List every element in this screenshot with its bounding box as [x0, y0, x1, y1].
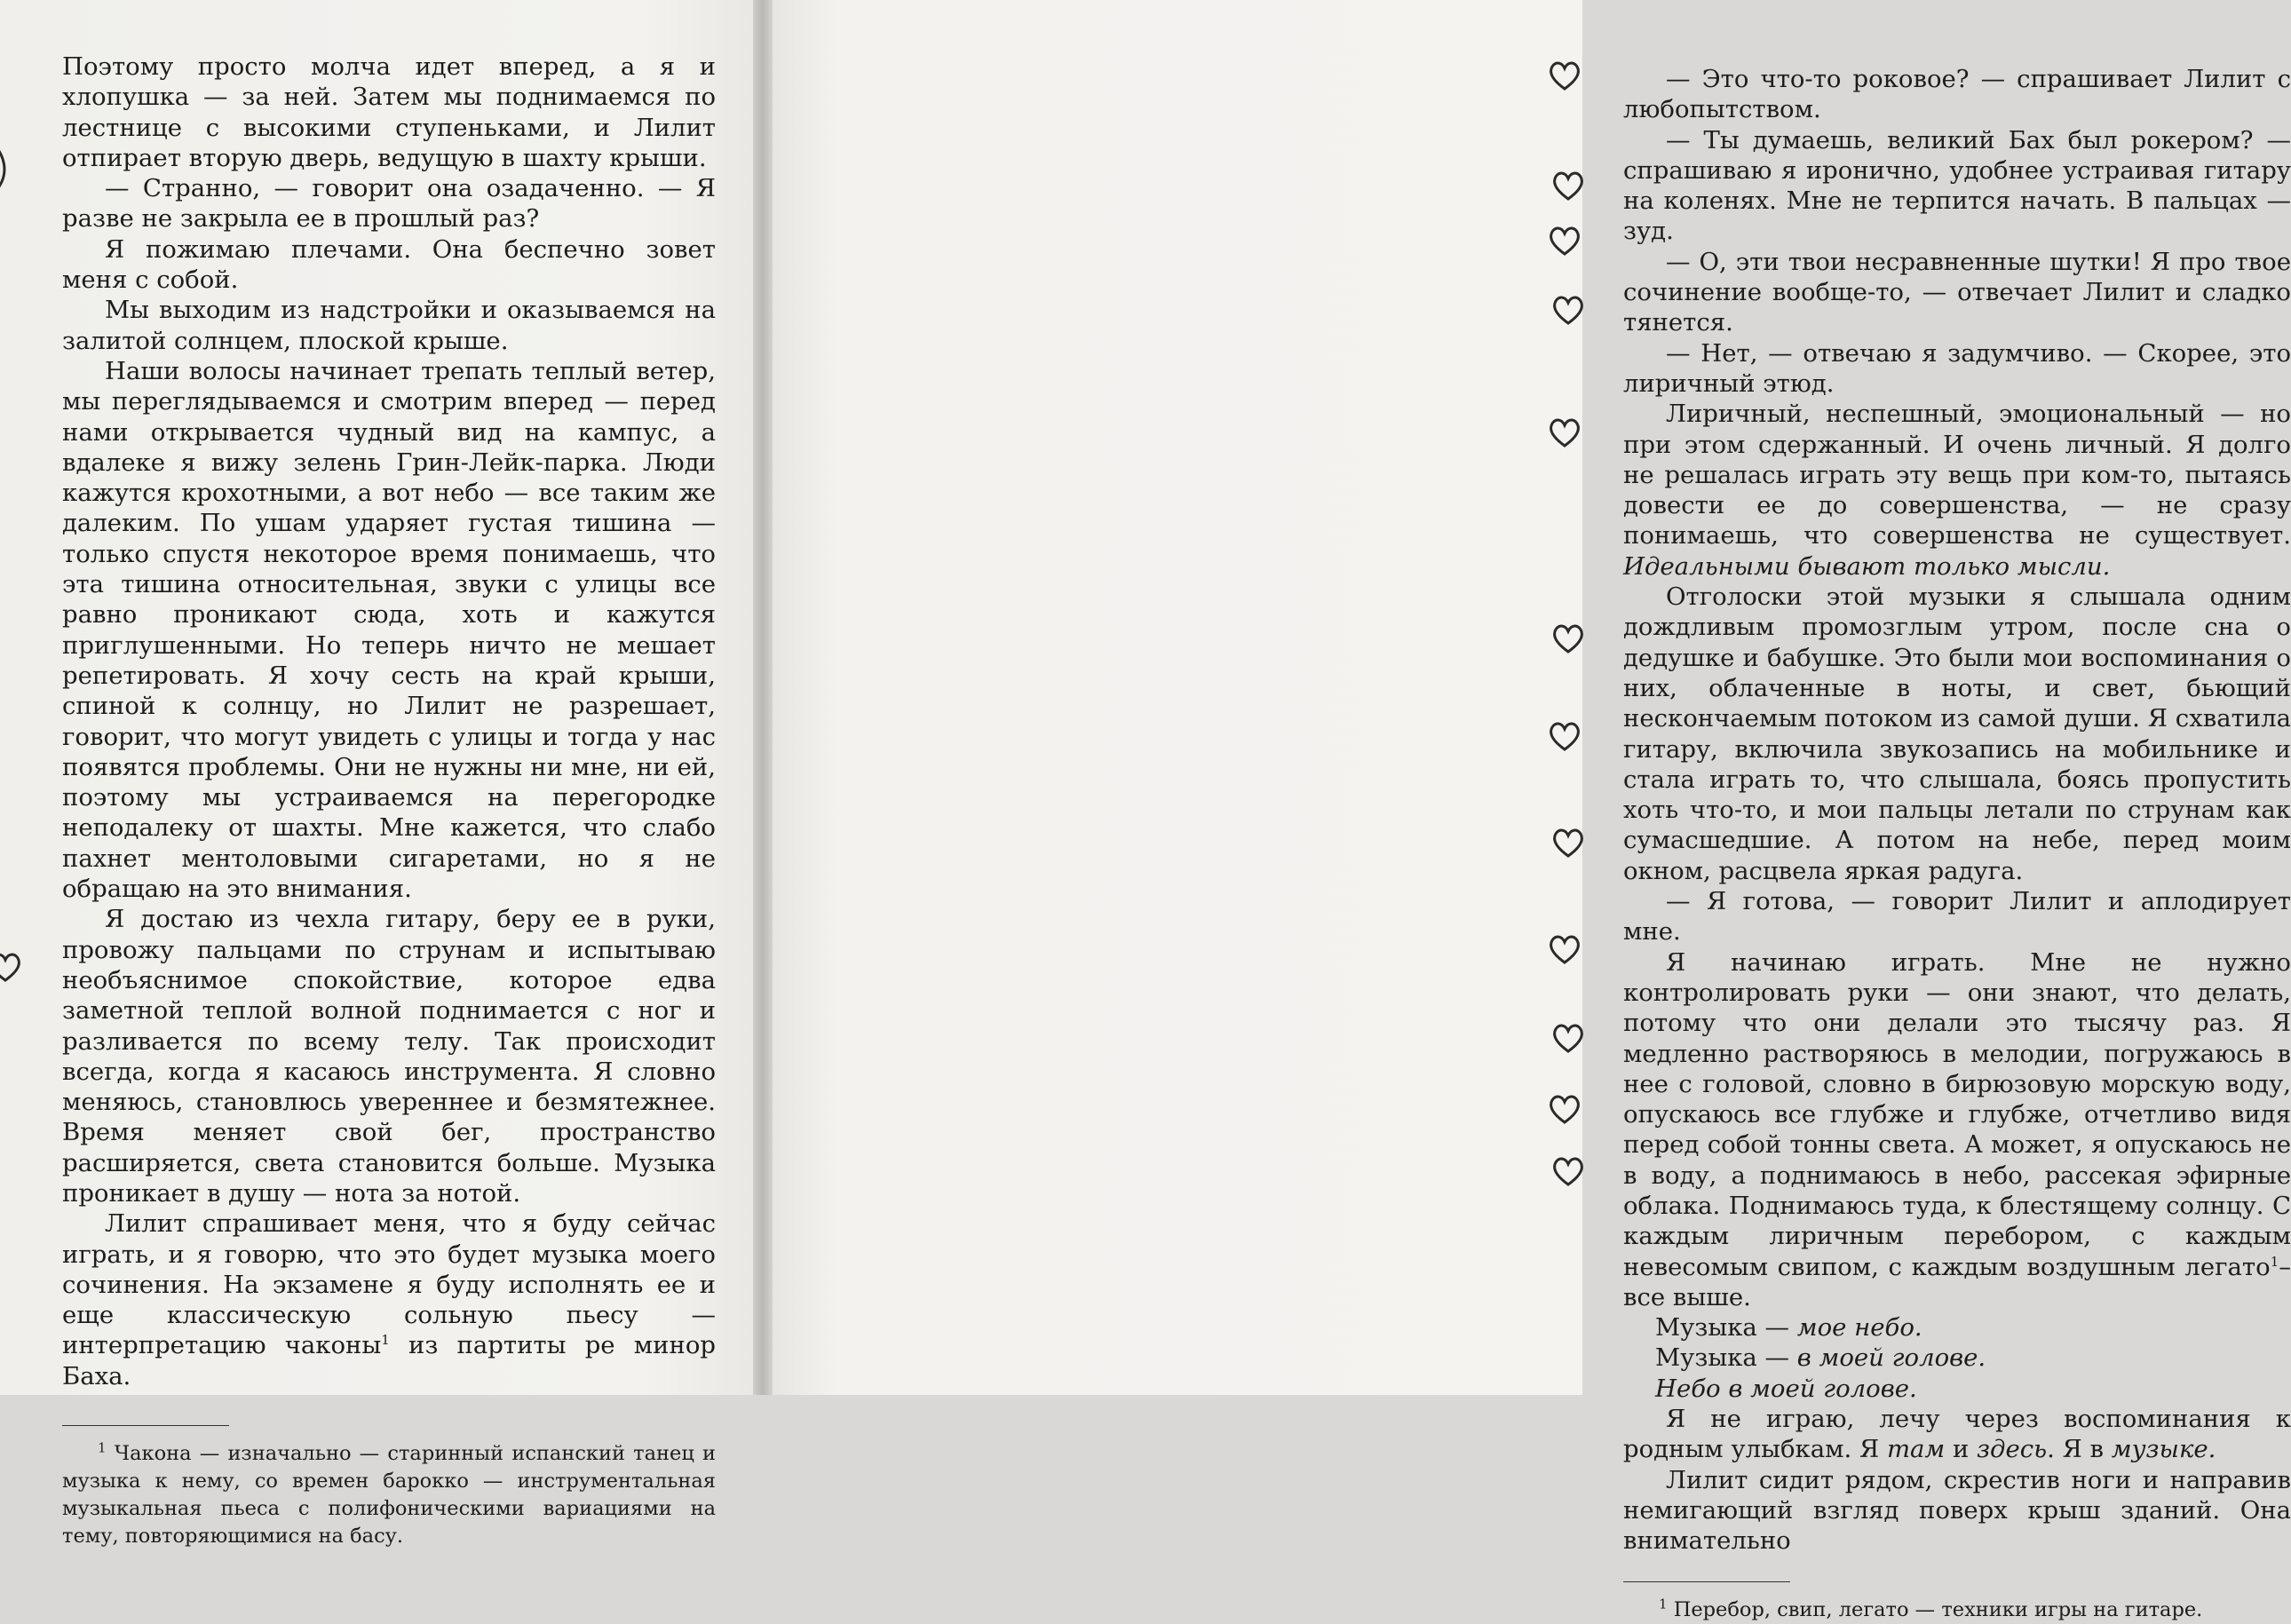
paragraph: Мы выходим из надстройки и оказываемся на залитой солнцем, плоской крыше. [62, 296, 716, 355]
heart-outline-icon [1547, 224, 1582, 257]
paragraph: Я достаю из чехла гитару, беру ее в руки, провожу пальцами по струнам и испытываю необъяснимое спокойствие, которое едва заметной теплой волной поднимается с ног и разливается по всему телу. Так происходит всегда, когда я касаюсь инструмента. Я словно меняюсь, становлюсь увереннее и безмятежнее. Время меняет свой бег, пространство расширяется, света становится больше. Музыка проникает в душу — нота за нотой. [62, 905, 716, 1208]
footnote-chaconne: $^1$ Чакона — изначально — старинный испанский танец и музыка к нему, со времен барокко — инструментальная музыкальная пьеса с полифоническими вариациями на тему, повторяющимися на басу. [62, 1439, 716, 1549]
footnote-techniques: $^1$ Перебор, свип, легато — техники игры на гитаре. [1659, 1596, 2203, 1621]
heart-outline-icon [1550, 169, 1586, 202]
heart-outline-icon [0, 950, 23, 984]
heart-outline-icon [1547, 59, 1582, 92]
heart-outline-icon [1547, 416, 1582, 449]
dialogue-line: — О, эти твои несравненные шутки! Я про твое сочинение вообще-то, — отвечает Лилит и сладко тянется. [1623, 247, 2291, 337]
heart-outline-icon [1550, 1154, 1586, 1188]
paragraph: — Странно, — говорит она озадаченно. — Я разве не закрыла ее в прошлый раз? [62, 174, 716, 234]
dialogue-line: — Ты думаешь, великий Бах был рокером? — спрашиваю я иронично, удобнее устраивая гитару на коленях. Мне не терпится начать. В пальцах — зуд. [1623, 125, 2291, 246]
quote-line: Музыка — в моей голове. [1655, 1343, 1986, 1373]
left-paragraphs [62, 51, 716, 1208]
paragraph: Наши волосы начинает трепать теплый ветер, мы переглядываемся и смотрим вперед — перед нами открывается чудный вид на кампус, а вдалеке я вижу зелень Грин-Лейк-парка. Люди кажутся крохотными, а вот небо — все таким же далеким. По ушам ударяет густая тишина — только спустя некоторое время понимаешь, что эта тишина относительная, звуки с улицы все равно проникают сюда, хоть и кажутся приглушенными. Но теперь ничто не мешает репетировать. Я хочу сесть на край крыши, спиной к солнцу, но Лилит не разрешает, говорит, что могут увидеть с улицы и тогда у нас появятся проблемы. Они не нужны ни мне, ни ей, поэтому мы устраиваемся на перегородке неподалеку от шахты. Мне кажется, что слабо пахнет ментоловыми сигаретами, но я не обращаю на это внимания. [62, 356, 716, 904]
heart-outline-icon [1550, 622, 1586, 655]
footnote-marker[interactable]: 1 [381, 1332, 390, 1349]
dialogue-line: — Я готова, — говорит Лилит и аплодирует мне. [1623, 887, 2291, 947]
book-gutter [753, 0, 773, 1395]
right-text-column [1623, 64, 2291, 1624]
paragraph: Я не играю, лечу через воспоминания к родным улыбкам. Я там и здесь. Я в музыке. [1623, 1405, 2291, 1464]
paragraph: Лиричный, неспешный, эмоциональный — но при этом сдержанный. И очень личный. Я долго не решалась играть эту вещь при ком-то, пытаясь довести ее до совершенства, — не сразу понимаешь, что совершенства не существует. Идеальными бывают только мысли. [1623, 400, 2291, 581]
paragraph-bach: Лилит спрашивает меня, что я буду сейчас играть, и я говорю, что это будет музыка моего сочинения. На экзамене я буду исполнять ее и еще классическую сольную пьесу — интерпретацию чаконы$^1$ из партиты ре минор Баха. [62, 1209, 716, 1390]
paragraph: Поэтому просто молча идет вперед, а я и хлопушка — за ней. Затем мы поднимаемся по лестнице с высокими ступеньками, и Лилит отпирает вторую дверь, ведущую в шахту крыши. [62, 52, 716, 172]
heart-outline-icon [1547, 719, 1582, 753]
paragraph: Лилит сидит рядом, скрестив ноги и направив немигающий взгляд поверх крыш зданий. Она внимательно [1623, 1465, 2291, 1556]
quote-line: Небо в моей голове. [1655, 1374, 1917, 1403]
right-page [773, 0, 2291, 1621]
heart-outline-icon [1550, 1021, 1586, 1055]
quote-line: Музыка — мое небо. [1655, 1313, 1922, 1343]
heart-outline-icon [1547, 932, 1582, 966]
left-text-column [62, 51, 716, 1550]
footnote-divider [62, 1425, 229, 1426]
dialogue-line: — Это что-то роковое? — спрашивает Лилит с любопытством. [1623, 65, 2291, 124]
paragraph: Отголоски этой музыки я слышала одним дождливым промозглым утром, после сна о дедушке и бабушке. Это были мои воспоминания о них, облаченные в ноты, и свет, бьющий нескончаемым потоком из самой души. Я схватила гитару, включила звукозапись на мобильнике и стала играть то, что слышала, боясь пропустить хоть что-то, и мои пальцы летали по струнам как сумасшедшие. А потом на небе, перед моим окном, расцвела яркая радуга. [1623, 582, 2291, 885]
footnote-marker[interactable]: 1 [2270, 1253, 2279, 1270]
dialogue-line: — Нет, — отвечаю я задумчиво. — Скорее, это лиричный этюд. [1623, 338, 2291, 398]
left-page [0, 0, 753, 1549]
heart-outline-icon [1547, 1092, 1582, 1126]
heart-outline-icon [1550, 293, 1586, 327]
paragraph: Я начинаю играть. Мне не нужно контролировать руки — они знают, что делать, потому что они делали это тысячу раз. Я медленно растворяюсь в мелодии, погружаюсь в нее с головой, словно в бирюзовую морскую воду, опускаюсь все глубже и глубже, отчетливо видя перед собой тонны света. А может, я опускаюсь не в воду, а поднимаюсь в небо, рассекая эфирные облака. Поднимаюсь туда, к блестящему солнцу. С каждым лиричным перебором, с каждым невесомым свипом, с каждым воздушным легато$^1$– все выше. [1623, 947, 2291, 1311]
heart-outline-icon [0, 124, 18, 222]
heart-outline-icon [1550, 826, 1586, 860]
footnote-divider [1623, 1581, 1790, 1582]
paragraph: Я пожимаю плечами. Она беспечно зовет меня с собой. [62, 234, 716, 295]
